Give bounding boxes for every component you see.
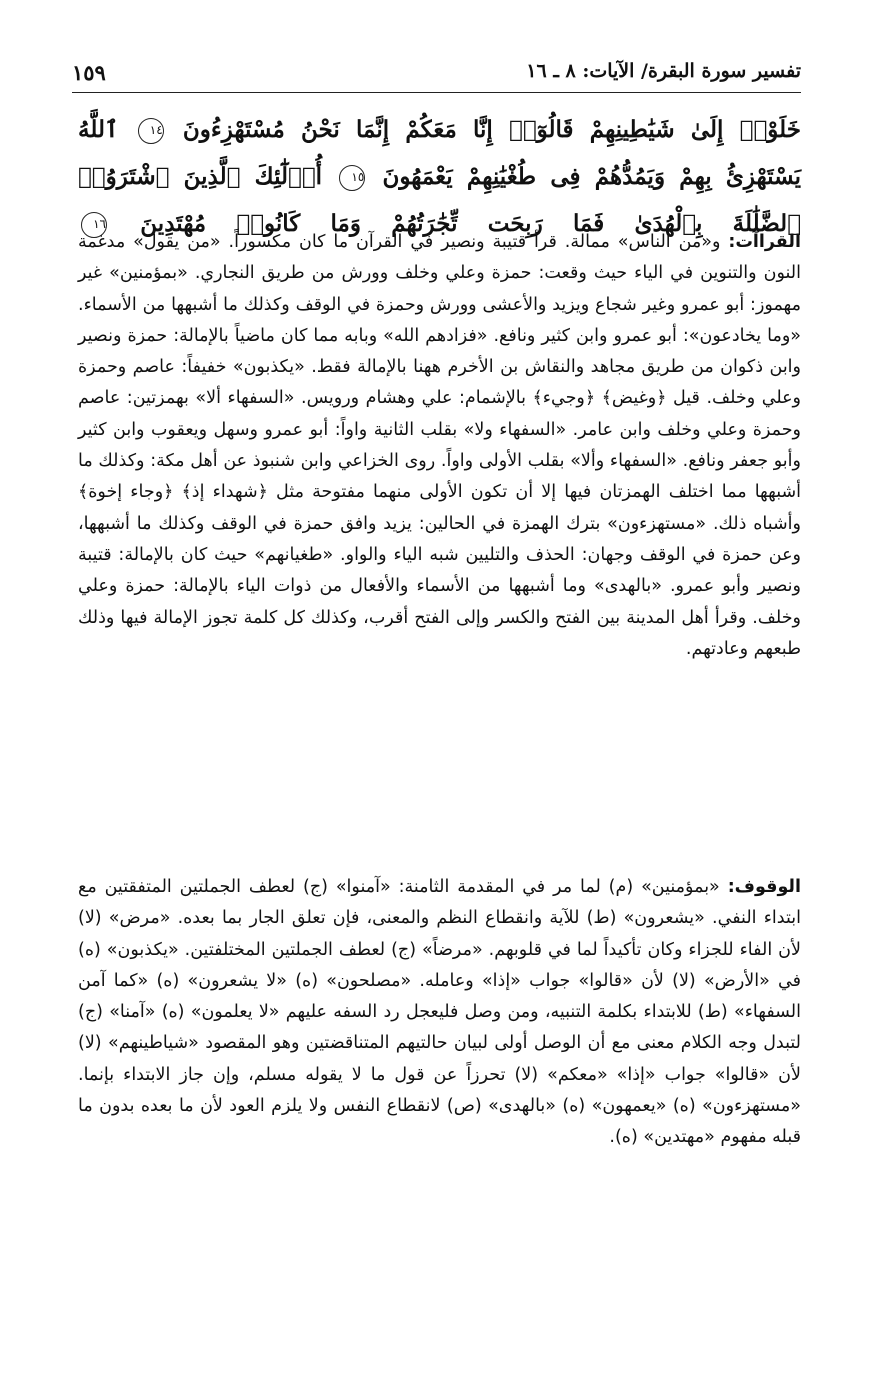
qiraat-paragraph	[78, 227, 801, 665]
verse-text-1: خَلَوْا۟ إِلَىٰ شَيَٰطِينِهِمْ قَالُوٓا۟ إِنَّا مَعَكُمْ إِنَّمَا نَحْنُ مُسْتَهْزِءُونَ	[182, 116, 801, 143]
verse-text-3: أُو۟لَٰٓئِكَ ٱلَّذِينَ ٱشْتَرَوُا۟ ٱلضَّلَٰلَةَ بِٱلْهُدَىٰ فَمَا رَبِحَت تِّجَٰرَتُهُمْ وَمَا كَانُوا۟ مُهْتَدِينَ	[78, 163, 801, 237]
header-rule	[72, 92, 801, 93]
verse-marker-14: ١٤	[138, 118, 164, 144]
verse-marker-16: ١٦	[81, 212, 107, 238]
page-number: ١٥٩	[72, 60, 106, 85]
verse-text-2: ٱللَّهُ يَسْتَهْزِئُ بِهِمْ وَيَمُدُّهُمْ فِى طُغْيَٰنِهِمْ يَعْمَهُونَ	[78, 116, 802, 190]
page-header	[72, 60, 801, 90]
wuquf-text: «بمؤمنين» (م) لما مر في المقدمة الثامنة: «آمنوا» (ج) لعطف الجملتين المتفقتين مع ابتداء النفي. «يشعرون» (ط) للآية وانقطاع النظم والمعنى، فإن تعلق الجار بما بعده. «مرض» (لا) لأن الفاء للجزاء وكان تأكيداً لما في قلوبهم. «مرضاً» (ج) لعطف الجملتين المختلفتين. «يكذبون» (ه) في «الأرض» (لا) لأن «قالوا» جواب «إذا» وعامله. «مصلحون» (ه) «لا يشعرون» (ه) «كما آمن السفهاء» (ط) للابتداء بكلمة التنبيه، ومن وصل فليعجل رد السفه عليهم «لا يعلمون» (ه) «آمنا» (ج) لتبدل وجه الكلام معنى مع أن الوصل أولى لبيان حالتيهم المتناقضتين وهو المقصود «شياطينهم» (لا) لأن «قالوا» جواب «إذا» «معكم» (لا) تحرزاً عن قول ما لا يقوله مسلم، وإن جاز الابتداء بإنما. «مستهزءون» (ه) «يعمهون» (ه) «بالهدى» (ص) لانقطاع النفس ولا يلزم العود لأن ما بعده بدون ما قبله مفهوم «مهتدين» (ه).	[78, 877, 801, 1148]
wuquf-paragraph	[78, 872, 801, 1154]
verse-marker-15: ١٥	[339, 165, 365, 191]
quran-verses	[78, 106, 801, 247]
qiraat-label: القراآت:	[728, 232, 801, 252]
wuquf-label: الوقوف:	[727, 877, 801, 897]
running-title: تفسير سورة البقرة/ الآيات: ٨ ـ ١٦	[526, 60, 801, 82]
qiraat-text: و«من الناس» ممالة. قرأ قتيبة ونصير في القرآن ما كان مكسوراً. «من يقول» مدغمة النون والتنوين في الياء حيث وقعت: حمزة وعلي وخلف وورش من طريق النجاري. «بمؤمنين» غير مهموز: أبو عمرو وغير شجاع ويزيد والأعشى وورش وحمزة في الوقف وكذلك ما أشبهها من الأسماء. «وما يخادعون»: أبو عمرو وابن كثير ونافع. «فزادهم الله» وبابه مما كان ماضياً بالإمالة: حمزة ونصير وابن ذكوان من طريق مجاهد والنقاش بن الأخرم ههنا بالإمالة فقط. «يكذبون» خفيفاً: عاصم وحمزة وعلي وخلف. قيل ﴿وغيض﴾ ﴿وجيء﴾ بالإشمام: علي وهشام ورويس. «السفهاء ألا» بهمزتين: عاصم وحمزة وعلي وخلف وابن عامر. «السفهاء ولا» بقلب الثانية واواً: أبو عمرو وسهل ويعقوب وابن كثير وأبو جعفر ونافع. «السفهاء وألا» بقلب الأولى واواً. روى الخزاعي وابن شنبوذ عن أهل مكة: وكذلك ما أشبهها مما اختلف الهمزتان فيها إلا أن تكون الأولى منهما مفتوحة مثل ﴿شهداء إذ﴾ ﴿وجاء إخوة﴾ وأشباه ذلك. «مستهزءون» بترك الهمزة في الحالين: يزيد وافق حمزة في الوقف وكذلك ما أشبهها، وعن حمزة في الوقف وجهان: الحذف والتليين شبه الياء والواو. «طغيانهم» حيث كان بالإمالة: قتيبة ونصير وأبو عمرو. «بالهدى» وما أشبهها من الأسماء والأفعال من ذوات الياء بالإمالة: حمزة وعلي وخلف. وقرأ أهل المدينة بين الفتح والكسر وإلى الفتح أقرب، وكذلك كل كلمة تجوز الإمالة فيها وذلك طبعهم وعادتهم.	[78, 232, 801, 659]
